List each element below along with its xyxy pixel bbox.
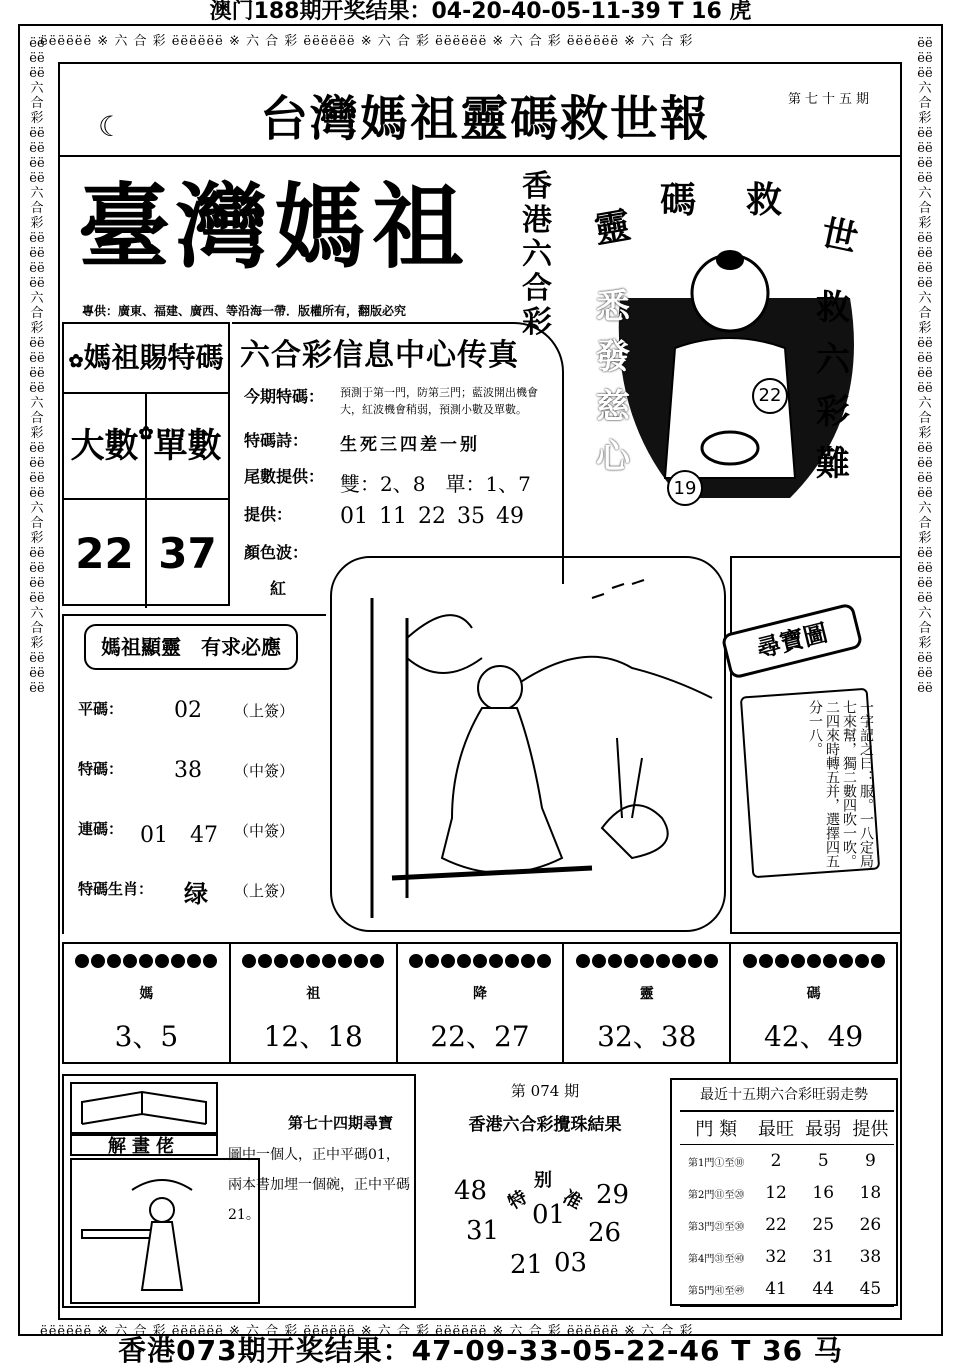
trend-door: 第2門⑪至⑳ — [688, 1189, 745, 1201]
main-title: 台灣媽祖靈碼救世報 — [259, 91, 710, 147]
oracle-row-label: 特碼生肖： — [78, 880, 154, 898]
results-center-word: 特 — [504, 1186, 531, 1214]
deity-number-a: 22 — [758, 385, 782, 406]
deity-number-b: 19 — [673, 478, 697, 499]
side-title: 香港六合彩 — [522, 169, 552, 340]
trend-give: 38 — [859, 1247, 882, 1267]
flower-icon: ✿ — [138, 423, 154, 444]
trend-max: 2 — [770, 1151, 782, 1171]
oracle-row-label: 平碼： — [78, 700, 124, 718]
right-border-text: ëëëëëë六合彩ëëëëëëëë六合彩ëëëëëëëë六合彩ëëëëëëëë六合彩ëëëëëëëë六合彩ëëëëëëëë六合彩ëëëëëë — [917, 36, 933, 696]
treasure-title: 尋寶圖 — [720, 602, 863, 680]
poem-text: 生死三四差一别 — [340, 435, 480, 455]
solver-text: 圖中一個人，正中平碼01，兩本書加埋一個碗，正中平碼21。 — [228, 1147, 410, 1223]
bottom-border-text: ëëëëëë ※ 六 合 彩 ëëëëëë ※ 六 合 彩 ëëëëëë ※ 六 合 彩 ëëëëëë ※ 六 合 彩 ëëëëëë ※ 六 合 彩 — [40, 1324, 694, 1339]
big-title: 臺灣媽祖 — [78, 173, 471, 281]
oracle-row-tag: （上簽） — [234, 702, 295, 720]
trend-table — [680, 1110, 894, 1307]
oracle-row — [78, 694, 318, 754]
oracle-row-tag: （中簽） — [234, 822, 295, 840]
header-divider — [58, 155, 902, 157]
oracle-row-value: 02 — [174, 698, 202, 723]
flower-icon: ✿ — [68, 351, 84, 372]
number-cell-char: 降 — [472, 986, 487, 1002]
deity-left-text: 悉發慈心 — [596, 287, 630, 477]
trend-door: 第5門㊶至㊾ — [688, 1285, 745, 1297]
result-number: 01 — [532, 1200, 566, 1230]
number-cell-char: 祖 — [306, 986, 321, 1002]
results-issue: 第 074 期 — [510, 1082, 580, 1100]
oracle-row-tag: （上簽） — [234, 882, 295, 900]
trend-max: 22 — [765, 1215, 787, 1235]
result-number: 31 — [466, 1216, 500, 1246]
number-cell-char: 碼 — [806, 986, 821, 1002]
trend-row — [680, 1209, 894, 1241]
oracle-title: 媽祖顯靈 有求必應 — [84, 624, 298, 670]
provide-label: 提供： — [244, 505, 293, 524]
oracle-rows — [78, 694, 318, 934]
trend-header: 最弱 — [805, 1119, 842, 1140]
single-value: 37 — [158, 529, 217, 578]
trend-max: 12 — [765, 1183, 787, 1203]
big-label: 大數 — [64, 394, 147, 498]
trend-give: 18 — [859, 1183, 882, 1203]
color-label: 顏色波： — [244, 543, 309, 562]
book-illustration — [70, 1082, 218, 1134]
trend-max: 41 — [765, 1279, 787, 1299]
trend-header: 最旺 — [758, 1119, 795, 1140]
left-border-text: ëëëëëë六合彩ëëëëëëëë六合彩ëëëëëëëë六合彩ëëëëëëëë六合彩ëëëëëëëë六合彩ëëëëëëëë六合彩ëëëëëë — [29, 36, 45, 696]
trend-row — [680, 1177, 894, 1209]
top-result-banner: 澳门188期开奖结果：04-20-40-05-11-39 T 16 虎 — [209, 0, 752, 24]
oracle-row-value: 绿 — [184, 879, 208, 908]
trend-door: 第3門㉑至㉚ — [688, 1221, 745, 1233]
arc-char-1: 靈 — [591, 204, 634, 252]
issue-label: 第七十五期 — [788, 92, 874, 107]
solver-text-title: 第七十四期尋寶 — [288, 1114, 394, 1132]
trend-header: 門 類 — [695, 1119, 738, 1140]
results-center-word: 准 — [559, 1186, 586, 1214]
provide-value: 01 11 22 35 49 — [340, 504, 524, 529]
this-issue-label: 今期特碼： — [244, 387, 325, 406]
this-issue-text: 預測于第一門，防第三門；藍波開出機會大，紅波機會稍弱，預測小數及單數。 — [340, 386, 538, 416]
tail-label: 尾數提供： — [244, 467, 325, 486]
special-title: 媽祖賜特碼 — [83, 341, 224, 374]
number-cell — [398, 944, 565, 1062]
trend-max: 32 — [765, 1247, 787, 1267]
fax-title: 六合彩信息中心传真 — [240, 338, 519, 373]
special-box — [62, 322, 230, 606]
result-number: 21 — [510, 1250, 544, 1280]
color-value: 紅 — [270, 579, 287, 598]
trend-give: 26 — [859, 1215, 882, 1235]
deity-right-text: 救六彩難 — [816, 288, 850, 484]
number-cell — [564, 944, 731, 1062]
number-cell-value: 32、38 — [597, 1020, 697, 1053]
trend-min: 16 — [812, 1183, 835, 1203]
trend-row — [680, 1145, 894, 1178]
number-cell-char: 靈 — [639, 986, 654, 1002]
oracle-row-tag: （中簽） — [234, 762, 295, 780]
solver-label: 解畫佬 — [70, 1134, 218, 1156]
trend-give: 45 — [859, 1279, 882, 1299]
trend-min: 5 — [817, 1151, 829, 1171]
result-number: 03 — [554, 1248, 588, 1278]
oracle-row — [78, 754, 318, 814]
number-cell-value: 42、49 — [763, 1020, 864, 1053]
arc-char-3: 救 — [746, 179, 783, 221]
trend-door: 第1門①至⑩ — [688, 1157, 745, 1169]
number-cell-value: 22、27 — [430, 1020, 530, 1053]
number-cell-value: 12、18 — [263, 1020, 363, 1053]
oracle-row — [78, 874, 318, 934]
moon-icon: ☾ — [98, 110, 124, 143]
deity-arc-text — [590, 168, 591, 169]
oracle-row-label: 特碼： — [78, 760, 124, 778]
number-cell-value: 3、5 — [114, 1020, 179, 1053]
arc-char-4: 世 — [817, 211, 862, 261]
trend-min: 44 — [812, 1279, 835, 1299]
big-value: 22 — [64, 500, 147, 608]
treasure-poem: 一字記之曰：服。一八定局七來幫，獨二數四吹一吹。二四來時轉五并，選擇四五分一八。 — [807, 700, 874, 868]
result-number: 26 — [588, 1218, 622, 1248]
result-number: 48 — [454, 1176, 488, 1206]
trend-table-wrap — [680, 1110, 894, 1307]
oracle-row — [78, 814, 318, 874]
trend-title: 最近十五期六合彩旺弱走勢 — [700, 1087, 868, 1103]
poem-label: 特碼詩： — [244, 431, 309, 450]
arc-char-2: 碼 — [660, 179, 697, 221]
trend-door: 第4門㉛至㊵ — [688, 1253, 745, 1265]
number-cell — [731, 944, 896, 1062]
bottom-result-banner: 香港073期开奖结果：47-09-33-05-22-46 T 36 马 — [118, 1334, 843, 1367]
single-label: 單數 — [153, 426, 222, 466]
trend-min: 25 — [812, 1215, 835, 1235]
regions-note: 專供：廣東、福建、廣西、等沿海一帶．版權所有，翻版必究 — [82, 304, 407, 318]
number-cell — [64, 944, 231, 1062]
trend-row — [680, 1273, 894, 1306]
top-border-text: ëëëëëë ※ 六 合 彩 ëëëëëë ※ 六 合 彩 ëëëëëë ※ 六 合 彩 ëëëëëë ※ 六 合 彩 ëëëëëë ※ 六 合 彩 — [40, 34, 694, 49]
trend-give: 9 — [864, 1151, 876, 1171]
tail-value: 雙：2、8 單：1、7 — [340, 472, 531, 496]
numbers-row — [62, 942, 898, 1064]
trend-row — [680, 1241, 894, 1273]
number-cell-char: 媽 — [139, 986, 154, 1002]
results-title: 香港六合彩攪珠結果 — [468, 1115, 622, 1135]
trend-header: 提供 — [852, 1119, 889, 1140]
trend-min: 31 — [812, 1247, 835, 1267]
maiden-illustration — [330, 556, 726, 932]
results-center-word: 别 — [534, 1170, 552, 1191]
oracle-row-value: 01 47 — [140, 823, 218, 848]
number-cell — [231, 944, 398, 1062]
result-number: 29 — [596, 1180, 630, 1210]
oracle-row-value: 38 — [174, 758, 202, 783]
oracle-row-label: 連碼： — [78, 820, 124, 838]
